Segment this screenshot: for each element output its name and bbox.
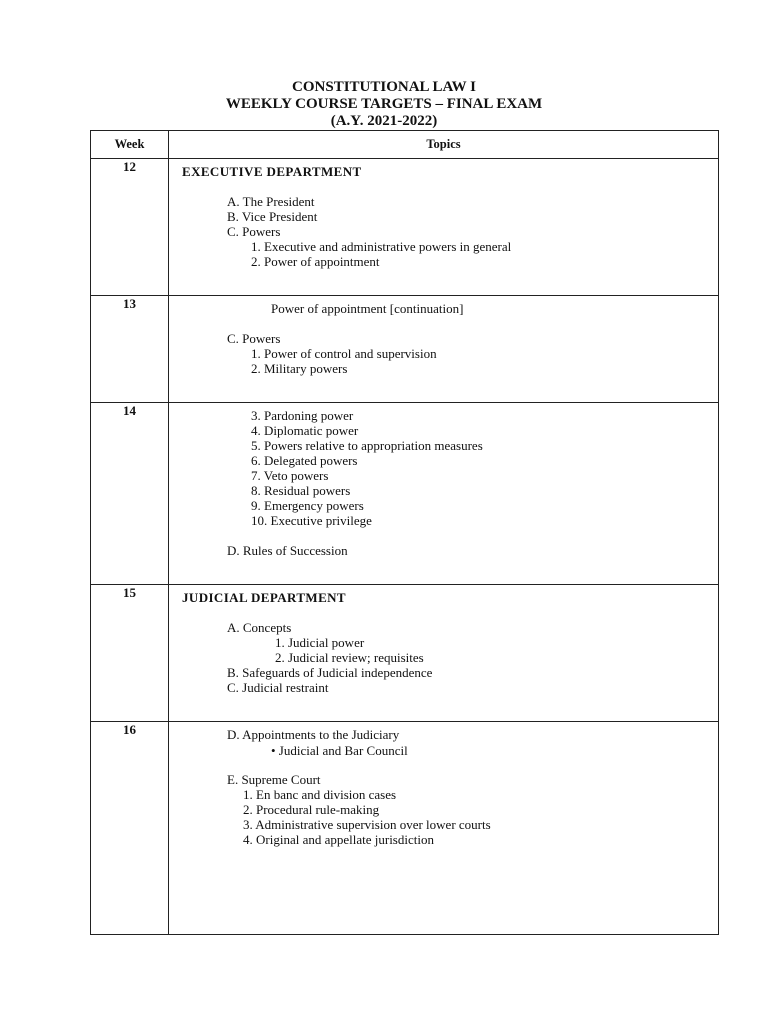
topics-cell xyxy=(169,159,719,296)
course-targets-table xyxy=(90,130,719,935)
topic-item: 4. Original and appellate jurisdiction xyxy=(243,832,434,847)
title-subtitle: WEEKLY COURSE TARGETS – FINAL EXAM xyxy=(225,96,543,112)
topic-item: C. Powers xyxy=(227,224,281,239)
topic-item: A. The President xyxy=(227,194,315,209)
topic-item: 1. Executive and administrative powers in general xyxy=(251,239,512,254)
topic-item: 1. Power of control and supervision xyxy=(251,346,437,361)
topic-item: B. Safeguards of Judicial independence xyxy=(227,665,433,680)
topic-item: 3. Pardoning power xyxy=(251,408,354,423)
topic-item: C. Judicial restraint xyxy=(227,680,329,695)
topic-item: 8. Residual powers xyxy=(251,483,351,498)
table-row-week-12 xyxy=(91,159,719,296)
topic-item: 2. Judicial review; requisites xyxy=(275,650,424,665)
topic-item: 1. Judicial power xyxy=(275,635,365,650)
topics-column-header: Topics xyxy=(169,131,719,159)
topic-item: 2. Power of appointment xyxy=(251,254,380,269)
topics-cell xyxy=(169,722,719,935)
topic-item: 2. Procedural rule-making xyxy=(243,802,380,817)
week-number: 14 xyxy=(91,403,169,585)
topic-item: 4. Diplomatic power xyxy=(251,423,359,438)
section-heading: EXECUTIVE DEPARTMENT xyxy=(182,164,362,179)
week-number: 13 xyxy=(91,296,169,403)
topic-item: 10. Executive privilege xyxy=(251,513,372,528)
topic-item: D. Appointments to the Judiciary xyxy=(227,727,400,742)
topic-item: 7. Veto powers xyxy=(251,468,329,483)
topic-item: A. Concepts xyxy=(227,620,292,635)
table-row-week-15 xyxy=(91,585,719,722)
topic-item: 1. En banc and division cases xyxy=(243,787,397,802)
topics-cell xyxy=(169,585,719,722)
topic-item: E. Supreme Court xyxy=(227,772,321,787)
table-row-week-16 xyxy=(91,722,719,935)
section-heading: Power of appointment [continuation] xyxy=(271,301,464,316)
section-heading: JUDICIAL DEPARTMENT xyxy=(182,590,346,605)
topic-item: 2. Military powers xyxy=(251,361,348,376)
title-course: CONSTITUTIONAL LAW I xyxy=(292,79,476,95)
topic-item: B. Vice President xyxy=(227,209,318,224)
week-number: 12 xyxy=(91,159,169,296)
table-row-week-13 xyxy=(91,296,719,403)
topic-item: C. Powers xyxy=(227,331,281,346)
topic-item: 9. Emergency powers xyxy=(251,498,364,513)
document-title xyxy=(0,79,768,130)
week-number: 15 xyxy=(91,585,169,722)
week-number: 16 xyxy=(91,722,169,935)
topics-cell xyxy=(169,403,719,585)
topic-item: • Judicial and Bar Council xyxy=(271,743,408,758)
topic-item: 3. Administrative supervision over lower courts xyxy=(243,817,491,832)
topic-item: D. Rules of Succession xyxy=(227,543,348,558)
table-row-week-14 xyxy=(91,403,719,585)
week-column-header: Week xyxy=(91,131,169,159)
topic-item: 5. Powers relative to appropriation measures xyxy=(251,438,483,453)
title-academic-year: (A.Y. 2021-2022) xyxy=(330,113,438,129)
table-header-row xyxy=(91,131,719,159)
topic-item: 6. Delegated powers xyxy=(251,453,358,468)
topics-cell xyxy=(169,296,719,403)
